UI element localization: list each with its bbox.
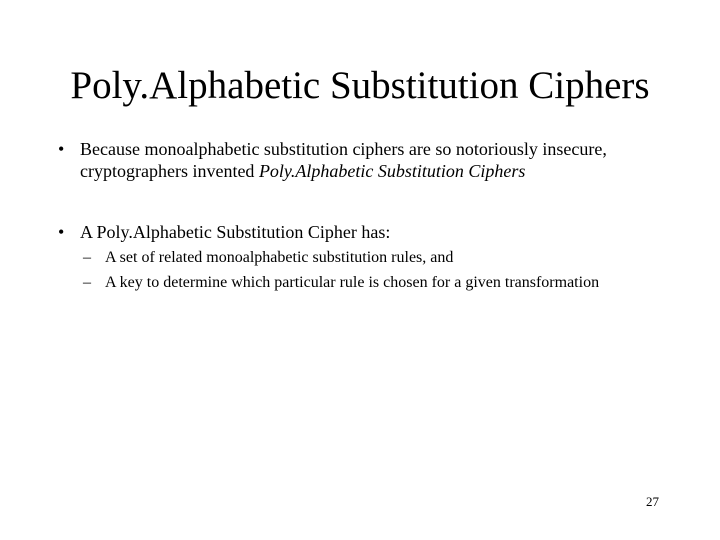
slide-title: Poly.Alphabetic Substitution Ciphers: [70, 64, 650, 107]
sub-bullet-marker: –: [83, 249, 91, 266]
bullet-item: [58, 138, 698, 182]
sub-bullet-item: [83, 272, 603, 294]
bullet-text-emphasis: Poly.Alphabetic Substitution Ciphers: [258, 161, 526, 181]
bullet-marker: •: [58, 139, 65, 159]
bullet-item: [58, 221, 698, 243]
bullet-text: A Poly.Alphabetic Substitution Cipher has:: [80, 222, 391, 242]
sub-bullet-text: A key to determine which particular rule is chosen for a given transformation: [105, 274, 600, 291]
sub-bullet-text: A set of related monoalphabetic substitution rules, and: [105, 249, 454, 266]
bullet-marker: •: [58, 222, 65, 242]
page-number: 27: [646, 494, 659, 509]
bullet-text-plain: Because monoalphabetic substitution ciphers are so notoriously insecure, cryptographers invented: [80, 139, 607, 181]
sub-bullet-marker: –: [83, 274, 91, 291]
bullet-text: [80, 138, 698, 182]
sub-bullet-item: [83, 247, 603, 269]
